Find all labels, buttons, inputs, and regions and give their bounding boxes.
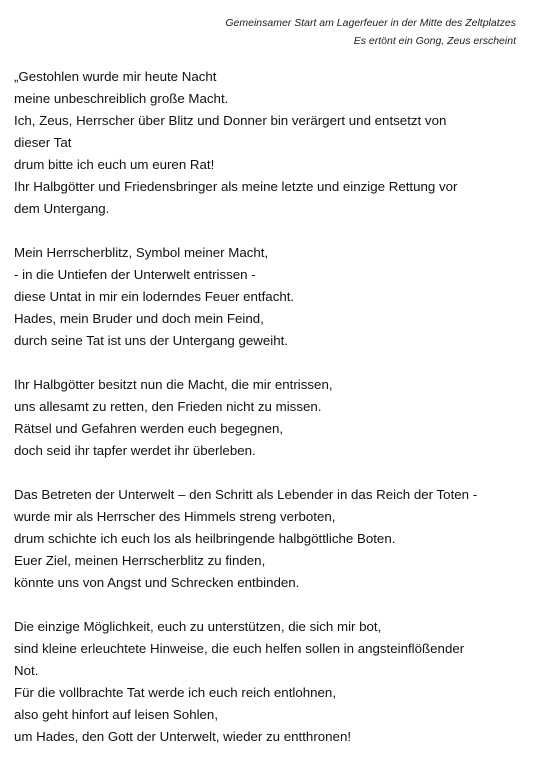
speech-text: [14, 66, 524, 770]
text-line: Das Betreten der Unterwelt – den Schritt als Lebender in das Reich der Toten -: [14, 487, 478, 502]
text-line: Die einzige Möglichkeit, euch zu unterstützen, die sich mir bot,: [14, 619, 382, 634]
text-line: sind kleine erleuchtete Hinweise, die euch helfen sollen in angsteinflößender: [14, 641, 465, 656]
stage-direction-line: Gemeinsamer Start am Lagerfeuer in der Mitte des Zeltplatzes: [225, 17, 516, 29]
text-line: um Hades, den Gott der Unterwelt, wieder zu entthronen!: [14, 729, 352, 744]
text-line: meine unbeschreiblich große Macht.: [14, 91, 229, 106]
text-line: diese Untat in mir ein loderndes Feuer entfacht.: [14, 289, 295, 304]
text-line: Ich, Zeus, Herrscher über Blitz und Donner bin verärgert und entsetzt von: [14, 113, 447, 128]
stanza: [14, 66, 524, 220]
text-line: drum schichte ich euch los als heilbringende halbgöttliche Boten.: [14, 531, 396, 546]
text-line: Ihr Halbgötter und Friedensbringer als meine letzte und einzige Rettung vor: [14, 179, 458, 194]
text-line: dieser Tat: [14, 135, 72, 150]
stanza: [14, 242, 524, 352]
text-line: „Gestohlen wurde mir heute Nacht: [14, 69, 217, 84]
stanza: [14, 484, 524, 594]
text-line: drum bitte ich euch um euren Rat!: [14, 157, 215, 172]
text-line: wurde mir als Herrscher des Himmels streng verboten,: [14, 509, 336, 524]
stanza: [14, 616, 524, 748]
text-line: könnte uns von Angst und Schrecken entbinden.: [14, 575, 300, 590]
text-line: Not.: [14, 663, 39, 678]
stage-direction-line: Es ertönt ein Gong, Zeus erscheint: [353, 35, 516, 47]
text-line: dem Untergang.: [14, 201, 110, 216]
text-line: Euer Ziel, meinen Herrscherblitz zu finden,: [14, 553, 266, 568]
text-line: Mein Herrscherblitz, Symbol meiner Macht,: [14, 245, 269, 260]
text-line: uns allesamt zu retten, den Frieden nicht zu missen.: [14, 399, 322, 414]
text-line: Hades, mein Bruder und doch mein Feind,: [14, 311, 264, 326]
text-line: doch seid ihr tapfer werdet ihr überleben.: [14, 443, 256, 458]
text-line: Rätsel und Gefahren werden euch begegnen,: [14, 421, 284, 436]
stage-direction: [225, 14, 516, 50]
text-line: Ihr Halbgötter besitzt nun die Macht, die mir entrissen,: [14, 377, 333, 392]
text-line: Für die vollbrachte Tat werde ich euch reich entlohnen,: [14, 685, 337, 700]
text-line: also geht hinfort auf leisen Sohlen,: [14, 707, 219, 722]
text-line: durch seine Tat ist uns der Untergang geweiht.: [14, 333, 288, 348]
text-line: - in die Untiefen der Unterwelt entrissen -: [14, 267, 256, 282]
stanza: [14, 374, 524, 462]
